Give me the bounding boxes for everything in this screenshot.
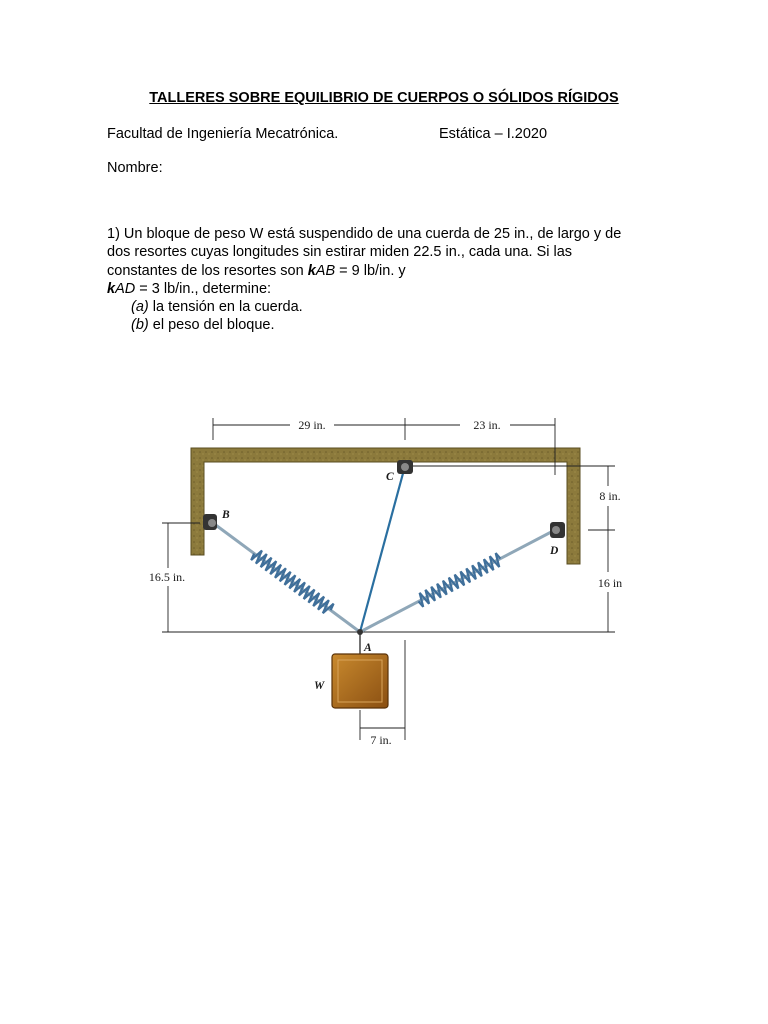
dim-29-label: 29 in. (298, 418, 326, 432)
pin-c (397, 460, 413, 474)
kad-value: = 3 lb/in., determine: (135, 280, 272, 297)
spring-ad (360, 530, 555, 632)
cord-ca (360, 466, 405, 632)
part-b-tag: (b) (131, 317, 149, 334)
faculty-label: Facultad de Ingeniería Mecatrónica. (107, 126, 339, 142)
kab-value: = 9 lb/in. y (335, 262, 406, 279)
problem-line-3-text: constantes de los resortes son (107, 262, 308, 279)
label-w: W (314, 680, 325, 692)
part-a-tag: (a) (131, 299, 149, 316)
kad-subscript: AD (115, 280, 136, 297)
kab-subscript: AB (315, 262, 336, 279)
dim-16-label: 16 in (597, 576, 623, 590)
dim-23-label: 23 in. (473, 418, 501, 432)
label-a: A (364, 642, 372, 654)
problem-line-2: dos resortes cuyas longitudes sin estirar miden 22.5 in., cada una. Si las (107, 244, 573, 261)
joint-a (357, 629, 363, 635)
kad-symbol: k (107, 280, 116, 297)
label-d: D (550, 545, 559, 557)
kab-symbol: k (307, 262, 316, 279)
label-b: B (222, 509, 230, 521)
pin-b (203, 514, 217, 530)
label-c: C (386, 471, 394, 483)
part-b-text: el peso del bloque. (148, 317, 275, 334)
course-label: Estática – I.2020 (439, 126, 548, 142)
problem-line-1: 1) Un bloque de peso W está suspendido de una cuerda de 25 in., de largo y de (107, 226, 622, 242)
dim-7-label: 7 in. (370, 733, 392, 747)
part-a-text: la tensión en la cuerda. (148, 299, 303, 316)
spring-ab (213, 523, 360, 632)
dim-8-label: 8 in. (599, 489, 621, 503)
page-title: TALLERES SOBRE EQUILIBRIO DE CUERPOS O SÓLIDOS RÍGIDOS (149, 90, 619, 106)
dim-16-5-label: 16.5 in. (148, 570, 186, 584)
pin-d (550, 522, 565, 538)
name-label: Nombre: (107, 160, 163, 176)
block-w (332, 654, 388, 708)
